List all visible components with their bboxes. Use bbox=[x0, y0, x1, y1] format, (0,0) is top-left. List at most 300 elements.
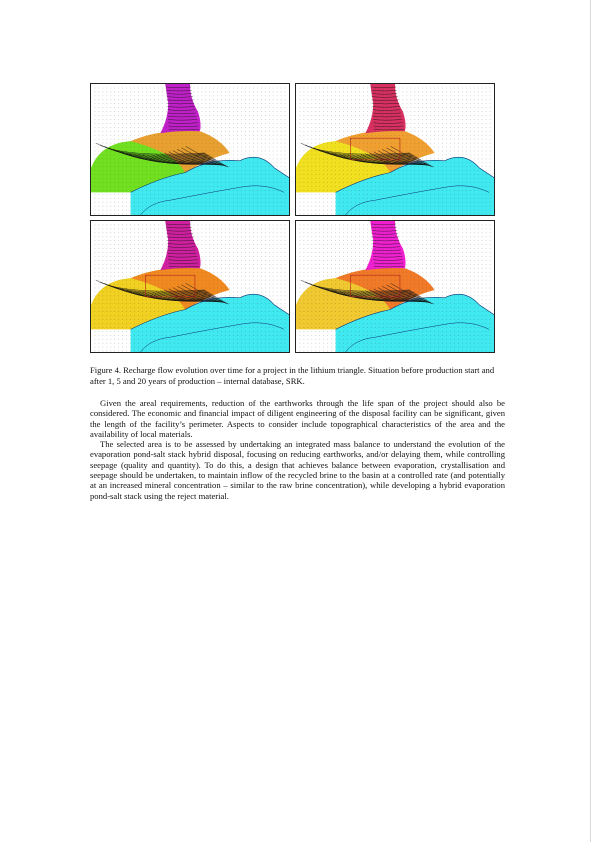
grid-dot bbox=[110, 174, 111, 175]
grid-dot bbox=[281, 319, 282, 320]
grid-dot bbox=[273, 248, 274, 249]
grid-dot bbox=[466, 88, 467, 89]
grid-dot bbox=[95, 327, 96, 328]
grid-dot bbox=[213, 139, 214, 140]
grid-dot bbox=[245, 155, 246, 156]
grid-dot bbox=[454, 214, 455, 215]
grid-dot bbox=[146, 147, 147, 148]
grid-dot bbox=[99, 268, 100, 269]
grid-dot bbox=[273, 284, 274, 285]
grid-dot bbox=[253, 127, 254, 128]
grid-dot bbox=[154, 335, 155, 336]
grid-dot bbox=[249, 252, 250, 253]
grid-dot bbox=[178, 214, 179, 215]
grid-dot bbox=[209, 343, 210, 344]
grid-dot bbox=[110, 107, 111, 108]
grid-dot bbox=[162, 311, 163, 312]
grid-dot bbox=[462, 95, 463, 96]
grid-dot bbox=[154, 174, 155, 175]
grid-dot bbox=[162, 151, 163, 152]
grid-dot bbox=[178, 323, 179, 324]
grid-dot bbox=[103, 99, 104, 100]
grid-dot bbox=[281, 335, 282, 336]
grid-dot bbox=[237, 174, 238, 175]
grid-dot bbox=[466, 111, 467, 112]
grid-dot bbox=[249, 229, 250, 230]
grid-dot bbox=[122, 264, 123, 265]
grid-dot bbox=[225, 232, 226, 233]
grid-dot bbox=[462, 155, 463, 156]
grid-dot bbox=[304, 162, 305, 163]
grid-dot bbox=[482, 123, 483, 124]
grid-dot bbox=[114, 284, 115, 285]
grid-dot bbox=[205, 284, 206, 285]
grid-dot bbox=[174, 347, 175, 348]
grid-dot bbox=[122, 252, 123, 253]
grid-dot bbox=[454, 151, 455, 152]
grid-dot bbox=[249, 194, 250, 195]
grid-dot bbox=[375, 198, 376, 199]
grid-dot bbox=[241, 119, 242, 120]
grid-dot bbox=[466, 139, 467, 140]
grid-dot bbox=[327, 155, 328, 156]
grid-dot bbox=[217, 319, 218, 320]
grid-dot bbox=[327, 194, 328, 195]
grid-dot bbox=[410, 99, 411, 100]
grid-dot bbox=[462, 135, 463, 136]
grid-dot bbox=[162, 307, 163, 308]
grid-dot bbox=[470, 111, 471, 112]
grid-dot bbox=[458, 111, 459, 112]
grid-dot bbox=[122, 107, 123, 108]
grid-dot bbox=[355, 162, 356, 163]
grid-dot bbox=[229, 284, 230, 285]
grid-dot bbox=[379, 147, 380, 148]
grid-dot bbox=[150, 210, 151, 211]
grid-dot bbox=[273, 315, 274, 316]
grid-dot bbox=[347, 166, 348, 167]
grid-dot bbox=[213, 351, 214, 352]
grid-dot bbox=[257, 244, 258, 245]
grid-dot bbox=[391, 194, 392, 195]
grid-dot bbox=[486, 107, 487, 108]
grid-dot bbox=[99, 347, 100, 348]
grid-dot bbox=[355, 174, 356, 175]
grid-dot bbox=[323, 131, 324, 132]
grid-dot bbox=[269, 264, 270, 265]
grid-dot bbox=[285, 276, 286, 277]
grid-dot bbox=[265, 92, 266, 93]
grid-dot bbox=[343, 194, 344, 195]
grid-dot bbox=[229, 123, 230, 124]
grid-dot bbox=[446, 88, 447, 89]
grid-dot bbox=[194, 92, 195, 93]
grid-dot bbox=[462, 166, 463, 167]
grid-dot bbox=[194, 178, 195, 179]
grid-dot bbox=[265, 147, 266, 148]
grid-dot bbox=[162, 236, 163, 237]
grid-dot bbox=[257, 268, 258, 269]
grid-dot bbox=[315, 147, 316, 148]
grid-dot bbox=[261, 151, 262, 152]
grid-dot bbox=[277, 256, 278, 257]
grid-dot bbox=[221, 147, 222, 148]
grid-dot bbox=[327, 115, 328, 116]
grid-dot bbox=[327, 170, 328, 171]
grid-dot bbox=[174, 272, 175, 273]
grid-dot bbox=[407, 190, 408, 191]
grid-dot bbox=[462, 178, 463, 179]
grid-dot bbox=[118, 296, 119, 297]
grid-dot bbox=[229, 214, 230, 215]
grid-dot bbox=[285, 206, 286, 207]
grid-dot bbox=[190, 178, 191, 179]
grid-dot bbox=[106, 143, 107, 144]
grid-dot bbox=[134, 260, 135, 261]
grid-dot bbox=[95, 244, 96, 245]
grid-dot bbox=[142, 236, 143, 237]
grid-dot bbox=[347, 182, 348, 183]
grid-dot bbox=[114, 256, 115, 257]
grid-dot bbox=[323, 202, 324, 203]
grid-dot bbox=[217, 296, 218, 297]
grid-dot bbox=[237, 335, 238, 336]
grid-dot bbox=[285, 103, 286, 104]
grid-dot bbox=[166, 92, 167, 93]
grid-dot bbox=[300, 225, 301, 226]
grid-dot bbox=[486, 194, 487, 195]
grid-dot bbox=[355, 127, 356, 128]
grid-dot bbox=[311, 111, 312, 112]
grid-dot bbox=[315, 214, 316, 215]
grid-dot bbox=[383, 139, 384, 140]
grid-dot bbox=[146, 115, 147, 116]
grid-dot bbox=[422, 103, 423, 104]
grid-dot bbox=[178, 143, 179, 144]
grid-dot bbox=[126, 260, 127, 261]
grid-dot bbox=[277, 331, 278, 332]
grid-dot bbox=[174, 256, 175, 257]
grid-dot bbox=[233, 260, 234, 261]
grid-dot bbox=[245, 240, 246, 241]
grid-dot bbox=[103, 327, 104, 328]
grid-dot bbox=[106, 311, 107, 312]
grid-dot bbox=[126, 229, 127, 230]
grid-dot bbox=[327, 166, 328, 167]
grid-dot bbox=[343, 135, 344, 136]
grid-dot bbox=[414, 115, 415, 116]
grid-dot bbox=[237, 288, 238, 289]
grid-dot bbox=[221, 252, 222, 253]
grid-dot bbox=[198, 248, 199, 249]
grid-dot bbox=[166, 284, 167, 285]
grid-dot bbox=[395, 95, 396, 96]
grid-dot bbox=[265, 232, 266, 233]
grid-dot bbox=[174, 244, 175, 245]
grid-dot bbox=[355, 88, 356, 89]
grid-dot bbox=[178, 206, 179, 207]
grid-dot bbox=[257, 272, 258, 273]
grid-dot bbox=[363, 147, 364, 148]
grid-dot bbox=[387, 127, 388, 128]
grid-dot bbox=[198, 339, 199, 340]
grid-dot bbox=[126, 319, 127, 320]
grid-dot bbox=[395, 190, 396, 191]
grid-dot bbox=[407, 210, 408, 211]
grid-dot bbox=[462, 190, 463, 191]
grid-dot bbox=[233, 339, 234, 340]
grid-dot bbox=[407, 111, 408, 112]
grid-dot bbox=[217, 315, 218, 316]
grid-dot bbox=[142, 182, 143, 183]
grid-dot bbox=[99, 260, 100, 261]
grid-dot bbox=[174, 264, 175, 265]
grid-dot bbox=[198, 107, 199, 108]
grid-dot bbox=[454, 159, 455, 160]
grid-dot bbox=[355, 123, 356, 124]
grid-dot bbox=[470, 190, 471, 191]
grid-dot bbox=[265, 292, 266, 293]
grid-dot bbox=[110, 143, 111, 144]
grid-dot bbox=[229, 276, 230, 277]
grid-dot bbox=[106, 292, 107, 293]
grid-dot bbox=[194, 225, 195, 226]
grid-dot bbox=[106, 131, 107, 132]
grid-dot bbox=[190, 182, 191, 183]
grid-dot bbox=[281, 206, 282, 207]
grid-dot bbox=[237, 131, 238, 132]
grid-dot bbox=[213, 155, 214, 156]
grid-dot bbox=[99, 119, 100, 120]
grid-dot bbox=[126, 194, 127, 195]
grid-dot bbox=[249, 284, 250, 285]
grid-dot bbox=[315, 107, 316, 108]
grid-dot bbox=[103, 256, 104, 257]
grid-dot bbox=[383, 182, 384, 183]
grid-dot bbox=[126, 225, 127, 226]
grid-dot bbox=[387, 206, 388, 207]
grid-dot bbox=[142, 123, 143, 124]
grid-dot bbox=[410, 210, 411, 211]
grid-dot bbox=[387, 111, 388, 112]
grid-dot bbox=[277, 240, 278, 241]
grid-dot bbox=[99, 264, 100, 265]
grid-dot bbox=[146, 229, 147, 230]
grid-dot bbox=[245, 170, 246, 171]
grid-dot bbox=[319, 111, 320, 112]
grid-dot bbox=[186, 335, 187, 336]
grid-dot bbox=[434, 159, 435, 160]
grid-dot bbox=[319, 103, 320, 104]
grid-dot bbox=[249, 143, 250, 144]
grid-dot bbox=[186, 264, 187, 265]
grid-dot bbox=[281, 260, 282, 261]
grid-dot bbox=[375, 194, 376, 195]
grid-dot bbox=[194, 135, 195, 136]
grid-dot bbox=[281, 127, 282, 128]
grid-dot bbox=[446, 147, 447, 148]
grid-dot bbox=[414, 92, 415, 93]
grid-dot bbox=[478, 186, 479, 187]
grid-dot bbox=[103, 244, 104, 245]
grid-dot bbox=[269, 135, 270, 136]
grid-dot bbox=[478, 202, 479, 203]
grid-dot bbox=[245, 299, 246, 300]
grid-dot bbox=[422, 88, 423, 89]
grid-dot bbox=[142, 166, 143, 167]
grid-dot bbox=[166, 151, 167, 152]
grid-dot bbox=[367, 131, 368, 132]
grid-dot bbox=[241, 139, 242, 140]
grid-dot bbox=[146, 103, 147, 104]
grid-dot bbox=[237, 139, 238, 140]
grid-dot bbox=[257, 214, 258, 215]
grid-dot bbox=[126, 268, 127, 269]
grid-dot bbox=[430, 206, 431, 207]
grid-dot bbox=[281, 268, 282, 269]
grid-dot bbox=[300, 139, 301, 140]
grid-dot bbox=[225, 327, 226, 328]
grid-dot bbox=[327, 119, 328, 120]
grid-dot bbox=[233, 315, 234, 316]
grid-dot bbox=[158, 256, 159, 257]
grid-dot bbox=[490, 182, 491, 183]
grid-dot bbox=[110, 244, 111, 245]
grid-dot bbox=[130, 119, 131, 120]
grid-dot bbox=[285, 244, 286, 245]
grid-dot bbox=[213, 240, 214, 241]
grid-dot bbox=[363, 127, 364, 128]
grid-dot bbox=[174, 303, 175, 304]
grid-dot bbox=[194, 315, 195, 316]
grid-dot bbox=[202, 276, 203, 277]
grid-dot bbox=[438, 147, 439, 148]
grid-dot bbox=[202, 323, 203, 324]
grid-dot bbox=[229, 315, 230, 316]
grid-dot bbox=[446, 178, 447, 179]
grid-dot bbox=[395, 174, 396, 175]
grid-dot bbox=[186, 229, 187, 230]
grid-dot bbox=[426, 131, 427, 132]
grid-dot bbox=[249, 351, 250, 352]
grid-dot bbox=[245, 99, 246, 100]
grid-dot bbox=[130, 190, 131, 191]
grid-dot bbox=[249, 347, 250, 348]
grid-dot bbox=[458, 214, 459, 215]
grid-dot bbox=[253, 159, 254, 160]
grid-dot bbox=[142, 147, 143, 148]
grid-dot bbox=[146, 284, 147, 285]
grid-dot bbox=[285, 288, 286, 289]
grid-dot bbox=[142, 202, 143, 203]
grid-dot bbox=[186, 327, 187, 328]
grid-dot bbox=[202, 260, 203, 261]
grid-dot bbox=[379, 194, 380, 195]
grid-dot bbox=[367, 151, 368, 152]
grid-dot bbox=[245, 351, 246, 352]
grid-dot bbox=[300, 111, 301, 112]
grid-dot bbox=[233, 115, 234, 116]
grid-dot bbox=[347, 127, 348, 128]
grid-dot bbox=[418, 151, 419, 152]
grid-dot bbox=[138, 182, 139, 183]
grid-dot bbox=[217, 260, 218, 261]
grid-dot bbox=[202, 311, 203, 312]
grid-dot bbox=[395, 127, 396, 128]
grid-dot bbox=[462, 194, 463, 195]
grid-dot bbox=[379, 139, 380, 140]
grid-dot bbox=[387, 147, 388, 148]
grid-dot bbox=[182, 127, 183, 128]
grid-dot bbox=[414, 147, 415, 148]
grid-dot bbox=[213, 182, 214, 183]
grid-dot bbox=[229, 280, 230, 281]
grid-dot bbox=[351, 214, 352, 215]
grid-dot bbox=[126, 111, 127, 112]
grid-dot bbox=[391, 143, 392, 144]
grid-dot bbox=[273, 260, 274, 261]
grid-dot bbox=[300, 162, 301, 163]
grid-dot bbox=[126, 182, 127, 183]
grid-dot bbox=[253, 119, 254, 120]
grid-dot bbox=[407, 123, 408, 124]
grid-dot bbox=[383, 135, 384, 136]
grid-dot bbox=[285, 272, 286, 273]
grid-dot bbox=[395, 143, 396, 144]
grid-dot bbox=[241, 248, 242, 249]
grid-dot bbox=[95, 280, 96, 281]
grid-dot bbox=[134, 343, 135, 344]
grid-dot bbox=[335, 99, 336, 100]
grid-dot bbox=[327, 206, 328, 207]
grid-dot bbox=[383, 92, 384, 93]
grid-dot bbox=[315, 198, 316, 199]
grid-dot bbox=[343, 170, 344, 171]
grid-dot bbox=[150, 272, 151, 273]
grid-dot bbox=[106, 210, 107, 211]
grid-dot bbox=[269, 92, 270, 93]
grid-dot bbox=[277, 260, 278, 261]
grid-dot bbox=[170, 284, 171, 285]
grid-dot bbox=[213, 303, 214, 304]
grid-dot bbox=[122, 127, 123, 128]
grid-dot bbox=[281, 229, 282, 230]
grid-dot bbox=[430, 166, 431, 167]
grid-dot bbox=[130, 178, 131, 179]
grid-dot bbox=[130, 202, 131, 203]
grid-dot bbox=[399, 166, 400, 167]
grid-dot bbox=[265, 151, 266, 152]
grid-dot bbox=[399, 135, 400, 136]
grid-dot bbox=[335, 178, 336, 179]
grid-dot bbox=[351, 103, 352, 104]
grid-dot bbox=[375, 214, 376, 215]
grid-dot bbox=[347, 115, 348, 116]
grid-dot bbox=[265, 307, 266, 308]
grid-dot bbox=[221, 236, 222, 237]
grid-dot bbox=[138, 229, 139, 230]
grid-dot bbox=[371, 88, 372, 89]
grid-dot bbox=[311, 206, 312, 207]
grid-dot bbox=[442, 162, 443, 163]
grid-dot bbox=[351, 123, 352, 124]
grid-dot bbox=[422, 119, 423, 120]
grid-dot bbox=[122, 240, 123, 241]
grid-dot bbox=[245, 288, 246, 289]
grid-dot bbox=[241, 225, 242, 226]
grid-dot bbox=[158, 107, 159, 108]
grid-dot bbox=[253, 99, 254, 100]
